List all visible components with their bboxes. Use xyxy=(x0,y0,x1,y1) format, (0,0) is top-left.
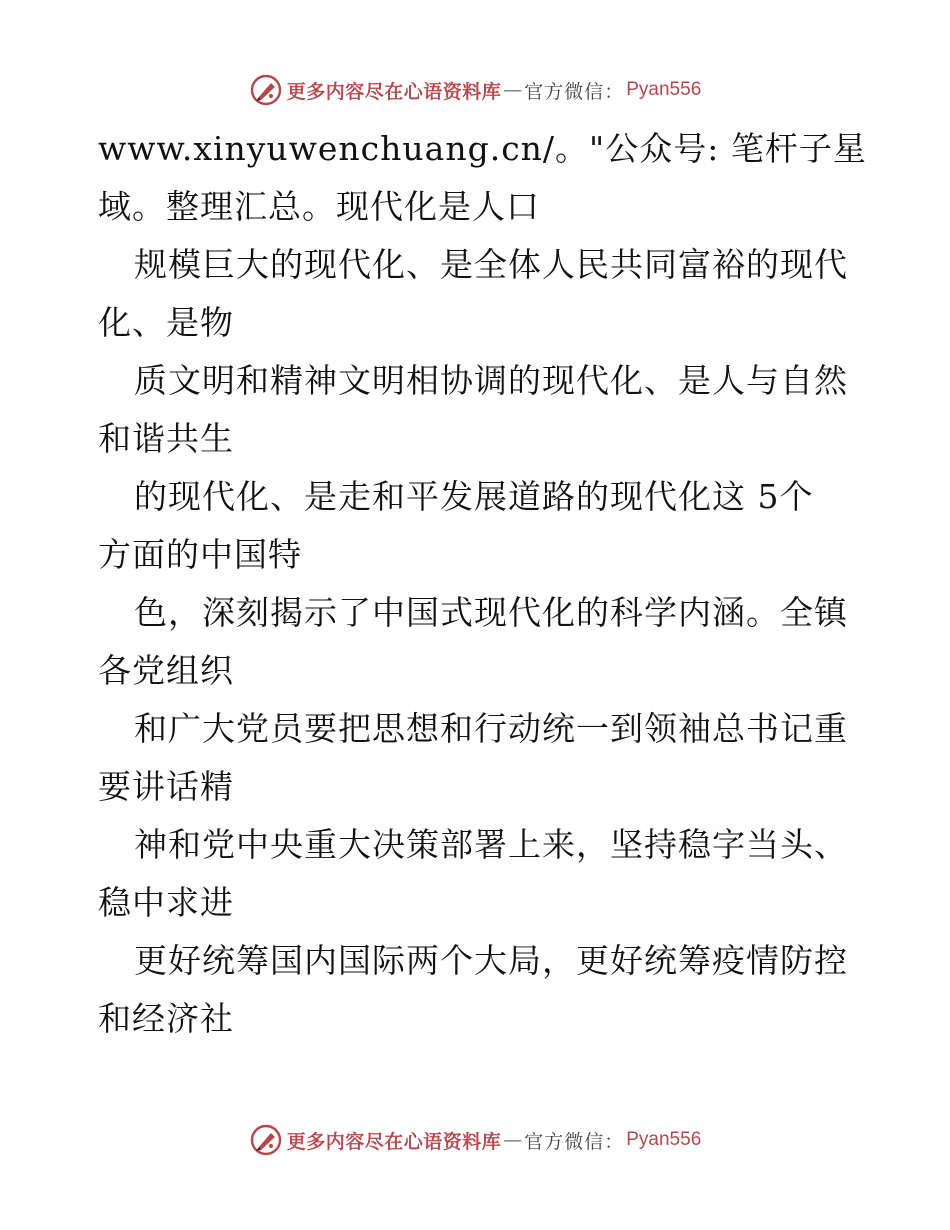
text-line: 域。整理汇总。现代化是人口 xyxy=(98,187,540,226)
banner-official-label: 官方微信： xyxy=(524,1130,625,1153)
text-line: 要讲话精 xyxy=(98,767,234,806)
text-line: 神和党中央重大决策部署上来，坚持稳字当头、 xyxy=(134,825,848,864)
banner-wechat-id: Pyan556 xyxy=(626,1129,702,1150)
text-line: 的现代化、是走和平发展道路的现代化这 5个 xyxy=(134,477,814,516)
banner-lead-text: 更多内容尽在心语资料库 xyxy=(286,1130,502,1153)
text-line: 稳中求进 xyxy=(98,883,234,922)
text-line: 化、是物 xyxy=(98,303,234,342)
text-line: 色，深刻揭示了中国式现代化的科学内涵。全镇 xyxy=(134,593,848,632)
text-line: 方面的中国特 xyxy=(98,535,302,574)
text-line: 和经济社 xyxy=(98,999,234,1038)
text-line: 质文明和精神文明相协调的现代化、是人与自然 xyxy=(134,361,848,400)
banner-dash: — xyxy=(503,79,523,101)
banner-wechat-id: Pyan556 xyxy=(626,79,702,100)
banner-lead-text: 更多内容尽在心语资料库 xyxy=(286,80,502,103)
text-line: 更好统筹国内国际两个大局，更好统筹疫情防控 xyxy=(134,941,848,980)
document-body xyxy=(98,120,867,1048)
pen-nib-logo-icon xyxy=(249,1123,283,1157)
header-banner xyxy=(0,70,950,110)
text-line: 规模巨大的现代化、是全体人民共同富裕的现代 xyxy=(134,245,848,284)
banner-dash: — xyxy=(503,1129,523,1151)
text-line: 各党组织 xyxy=(98,651,234,690)
banner-official-label: 官方微信： xyxy=(524,80,625,103)
text-line: 和谐共生 xyxy=(98,419,234,458)
footer-banner xyxy=(0,1120,950,1160)
text-line: www.xinyuwenchuang.cn/。"公众号: 笔杆子星 xyxy=(98,129,867,168)
text-line: 和广大党员要把思想和行动统一到领袖总书记重 xyxy=(134,709,848,748)
pen-nib-logo-icon xyxy=(249,73,283,107)
